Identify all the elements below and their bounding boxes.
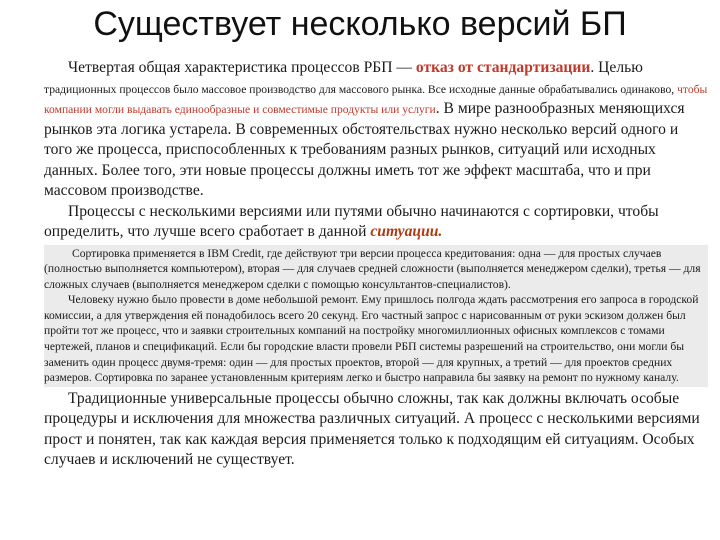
highlight-text: отказ от стандартизации (415, 59, 591, 76)
text-small: традиционных процессов было массовое производство для массового рынка. Все исходные данные обрабатывались одинаково, (44, 82, 678, 96)
example-home-repair: Человеку нужно было провести в доме небольшой ремонт. Ему пришлось полгода ждать рассмотрения его запроса в городской комиссии, а для утверждения ей понадобилось всего 20 секунд. Его частный запрос с нарисованным от руки эскизом должен был пройти тот же процесс, что и заявки строительных компаний на постройку многомиллионных офисных комплексов с томами чертежей, планов и спецификаций. Если бы городские власти провели РБП системы разрешений на строительство, они могли бы заменить один процесс двумя-тремя: один — для простых проектов, второй — для крупных, а третий — для проектов средних размеров. Сортировка по заранее установленным критериям легко и быстро направила бы заявку на ремонт по нужному каналу. (44, 293, 699, 385)
paragraph-sorting (44, 202, 708, 243)
example-ibm-credit: Сортировка применяется в IBM Credit, где действуют три версии процесса кредитования: одна — для простых случаев (полностью выполняется компьютером), вторая — для случаев средней сложности (выполняется менеджером сделки), третья — для сложных случаев (выполняется менеджером сделки с помощью консультантов-специалистов). (44, 246, 701, 291)
main-text (44, 58, 708, 243)
example-box (44, 245, 708, 387)
highlight-text-small: чтобы компании могли выдавать единообразные и совместимые продукты или услуги (44, 82, 708, 116)
slide-title: Существует несколько версий БП (93, 5, 627, 43)
paragraph-standardization (44, 58, 708, 202)
conclusion-text (44, 389, 708, 471)
highlight-text: ситуации. (370, 223, 443, 240)
paragraph-conclusion: Традиционные универсальные процессы обычно сложны, так как должны включать особые процедуры и исключения для множества различных ситуаций. А процесс с несколькими версиями прост и понятен, так как каждая версия применяется только к подходящим ей ситуациям. Особых случаев и исключений не существует. (44, 389, 700, 469)
text: . Целью (590, 59, 643, 76)
text: Четвертая общая характеристика процессов РБП — (68, 59, 416, 76)
text: Процессы с несколькими версиями или путями обычно начинаются с сортировки, чтобы определить, что лучше всего сработает в данной (44, 202, 659, 240)
text: . В мире разнообразных меняющихся рынков эта логика устарела. В современных обстоятельствах нужно несколько версий одного и того же процесса, приспособленных к требованиям разных рынков, ситуаций или исходных данных. Более того, эти новые процессы должны иметь тот же эффект масштаба, что и при массовом производстве. (44, 100, 685, 199)
